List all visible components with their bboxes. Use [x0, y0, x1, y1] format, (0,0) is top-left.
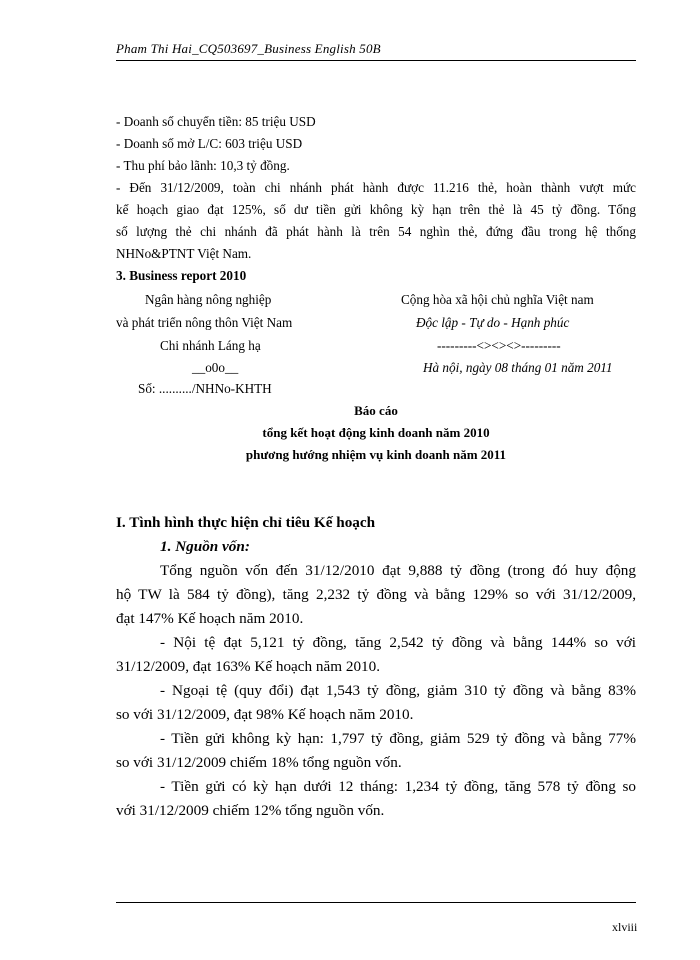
report-title	[116, 400, 636, 466]
cards-line-1: - Đến 31/12/2009, toàn chi nhánh phát hành được 11.216 thẻ, hoàn thành vượt mức	[116, 180, 636, 195]
para-1-line-2: hộ TW là 584 tỷ đồng), tăng 2,232 tỷ đồng và bằng 129% so với 31/12/2009,	[116, 586, 636, 603]
header-rule	[116, 60, 636, 61]
bullet-lc: - Doanh số mở L/C: 603 triệu USD	[116, 136, 303, 151]
para-4-line-1: - Tiền gửi không kỳ hạn: 1,797 tỷ đồng, giảm 529 tỷ đồng và bằng 77%	[160, 730, 636, 747]
bullet-list	[116, 111, 636, 287]
report-title-line-3: phương hướng nhiệm vụ kinh doanh năm 2011	[245, 447, 507, 462]
bank-name-line-1: Ngân hàng nông nghiệp	[145, 292, 272, 307]
paragraph-total-capital	[116, 559, 636, 631]
letterhead	[0, 288, 700, 408]
date-line: Hà nội, ngày 08 tháng 01 năm 2011	[423, 360, 613, 375]
para-3-line-1: - Ngoại tệ (quy đổi) đạt 1,543 tỷ đồng, giảm 310 tỷ đồng và bằng 83%	[160, 682, 636, 699]
page-number: xlviii	[612, 920, 638, 934]
section-1-subheading: 1. Nguồn vốn:	[160, 538, 250, 555]
paragraph-term-deposits	[116, 775, 636, 823]
para-4-line-2: so với 31/12/2009 chiếm 18% tổng nguồn vốn.	[116, 754, 402, 771]
motto-separator: ---------<><><>---------	[437, 338, 561, 353]
separator-ornament: __o0o__	[192, 360, 239, 375]
document-number: Số: ........../NHNo-KHTH	[138, 381, 272, 396]
report-title-line-2: tổng kết hoạt động kinh doanh năm 2010	[262, 425, 490, 440]
report-title-line-1: Báo cáo	[354, 403, 398, 418]
para-2-line-1: - Nội tệ đạt 5,121 tỷ đồng, tăng 2,542 tỷ đồng và bằng 144% so với	[160, 634, 636, 651]
footer-rule	[116, 902, 636, 903]
bullet-guarantee: - Thu phí bảo lãnh: 10,3 tỷ đồng.	[116, 158, 290, 173]
section-heading-3: 3. Business report 2010	[116, 268, 247, 283]
report-body	[116, 511, 636, 823]
para-5-line-1: - Tiền gửi có kỳ hạn dưới 12 tháng: 1,234 tỷ đồng, tăng 578 tỷ đồng so	[160, 778, 636, 795]
section-1-heading: I. Tình hình thực hiện chỉ tiêu Kế hoạch	[116, 514, 376, 531]
national-motto: Độc lập - Tự do - Hạnh phúc	[416, 315, 570, 330]
paragraph-local-currency	[116, 631, 636, 679]
bank-name-line-2: và phát triển nông thôn Việt Nam	[116, 315, 293, 330]
bullet-transfer: - Doanh số chuyển tiền: 85 triệu USD	[116, 114, 316, 129]
para-2-line-2: 31/12/2009, đạt 163% Kế hoạch năm 2010.	[116, 658, 381, 675]
republic-name: Cộng hòa xã hội chủ nghĩa Việt nam	[401, 292, 594, 307]
cards-line-4: NHNo&PTNT Việt Nam.	[116, 246, 252, 261]
cards-line-2: kế hoạch giao đạt 125%, số dư tiền gửi không kỳ hạn trên thẻ là 45 tỷ đồng. Tổng	[116, 202, 636, 217]
para-1-line-3: đạt 147% Kế hoạch năm 2010.	[116, 610, 304, 627]
branch-name: Chi nhánh Láng hạ	[160, 338, 261, 353]
para-5-line-2: với 31/12/2009 chiếm 12% tổng nguồn vốn.	[116, 802, 385, 819]
paragraph-demand-deposits	[116, 727, 636, 775]
cards-line-3: số lượng thẻ chi nhánh đã phát hành là trên 54 nghìn thẻ, đứng đầu trong hệ thống	[116, 224, 636, 239]
paragraph-foreign-currency	[116, 679, 636, 727]
para-3-line-2: so với 31/12/2009, đạt 98% Kế hoạch năm 2010.	[116, 706, 414, 723]
para-1-line-1: Tổng nguồn vốn đến 31/12/2010 đạt 9,888 tỷ đồng (trong đó huy động	[160, 562, 636, 579]
running-header: Pham Thi Hai_CQ503697_Business English 50B	[116, 41, 381, 56]
